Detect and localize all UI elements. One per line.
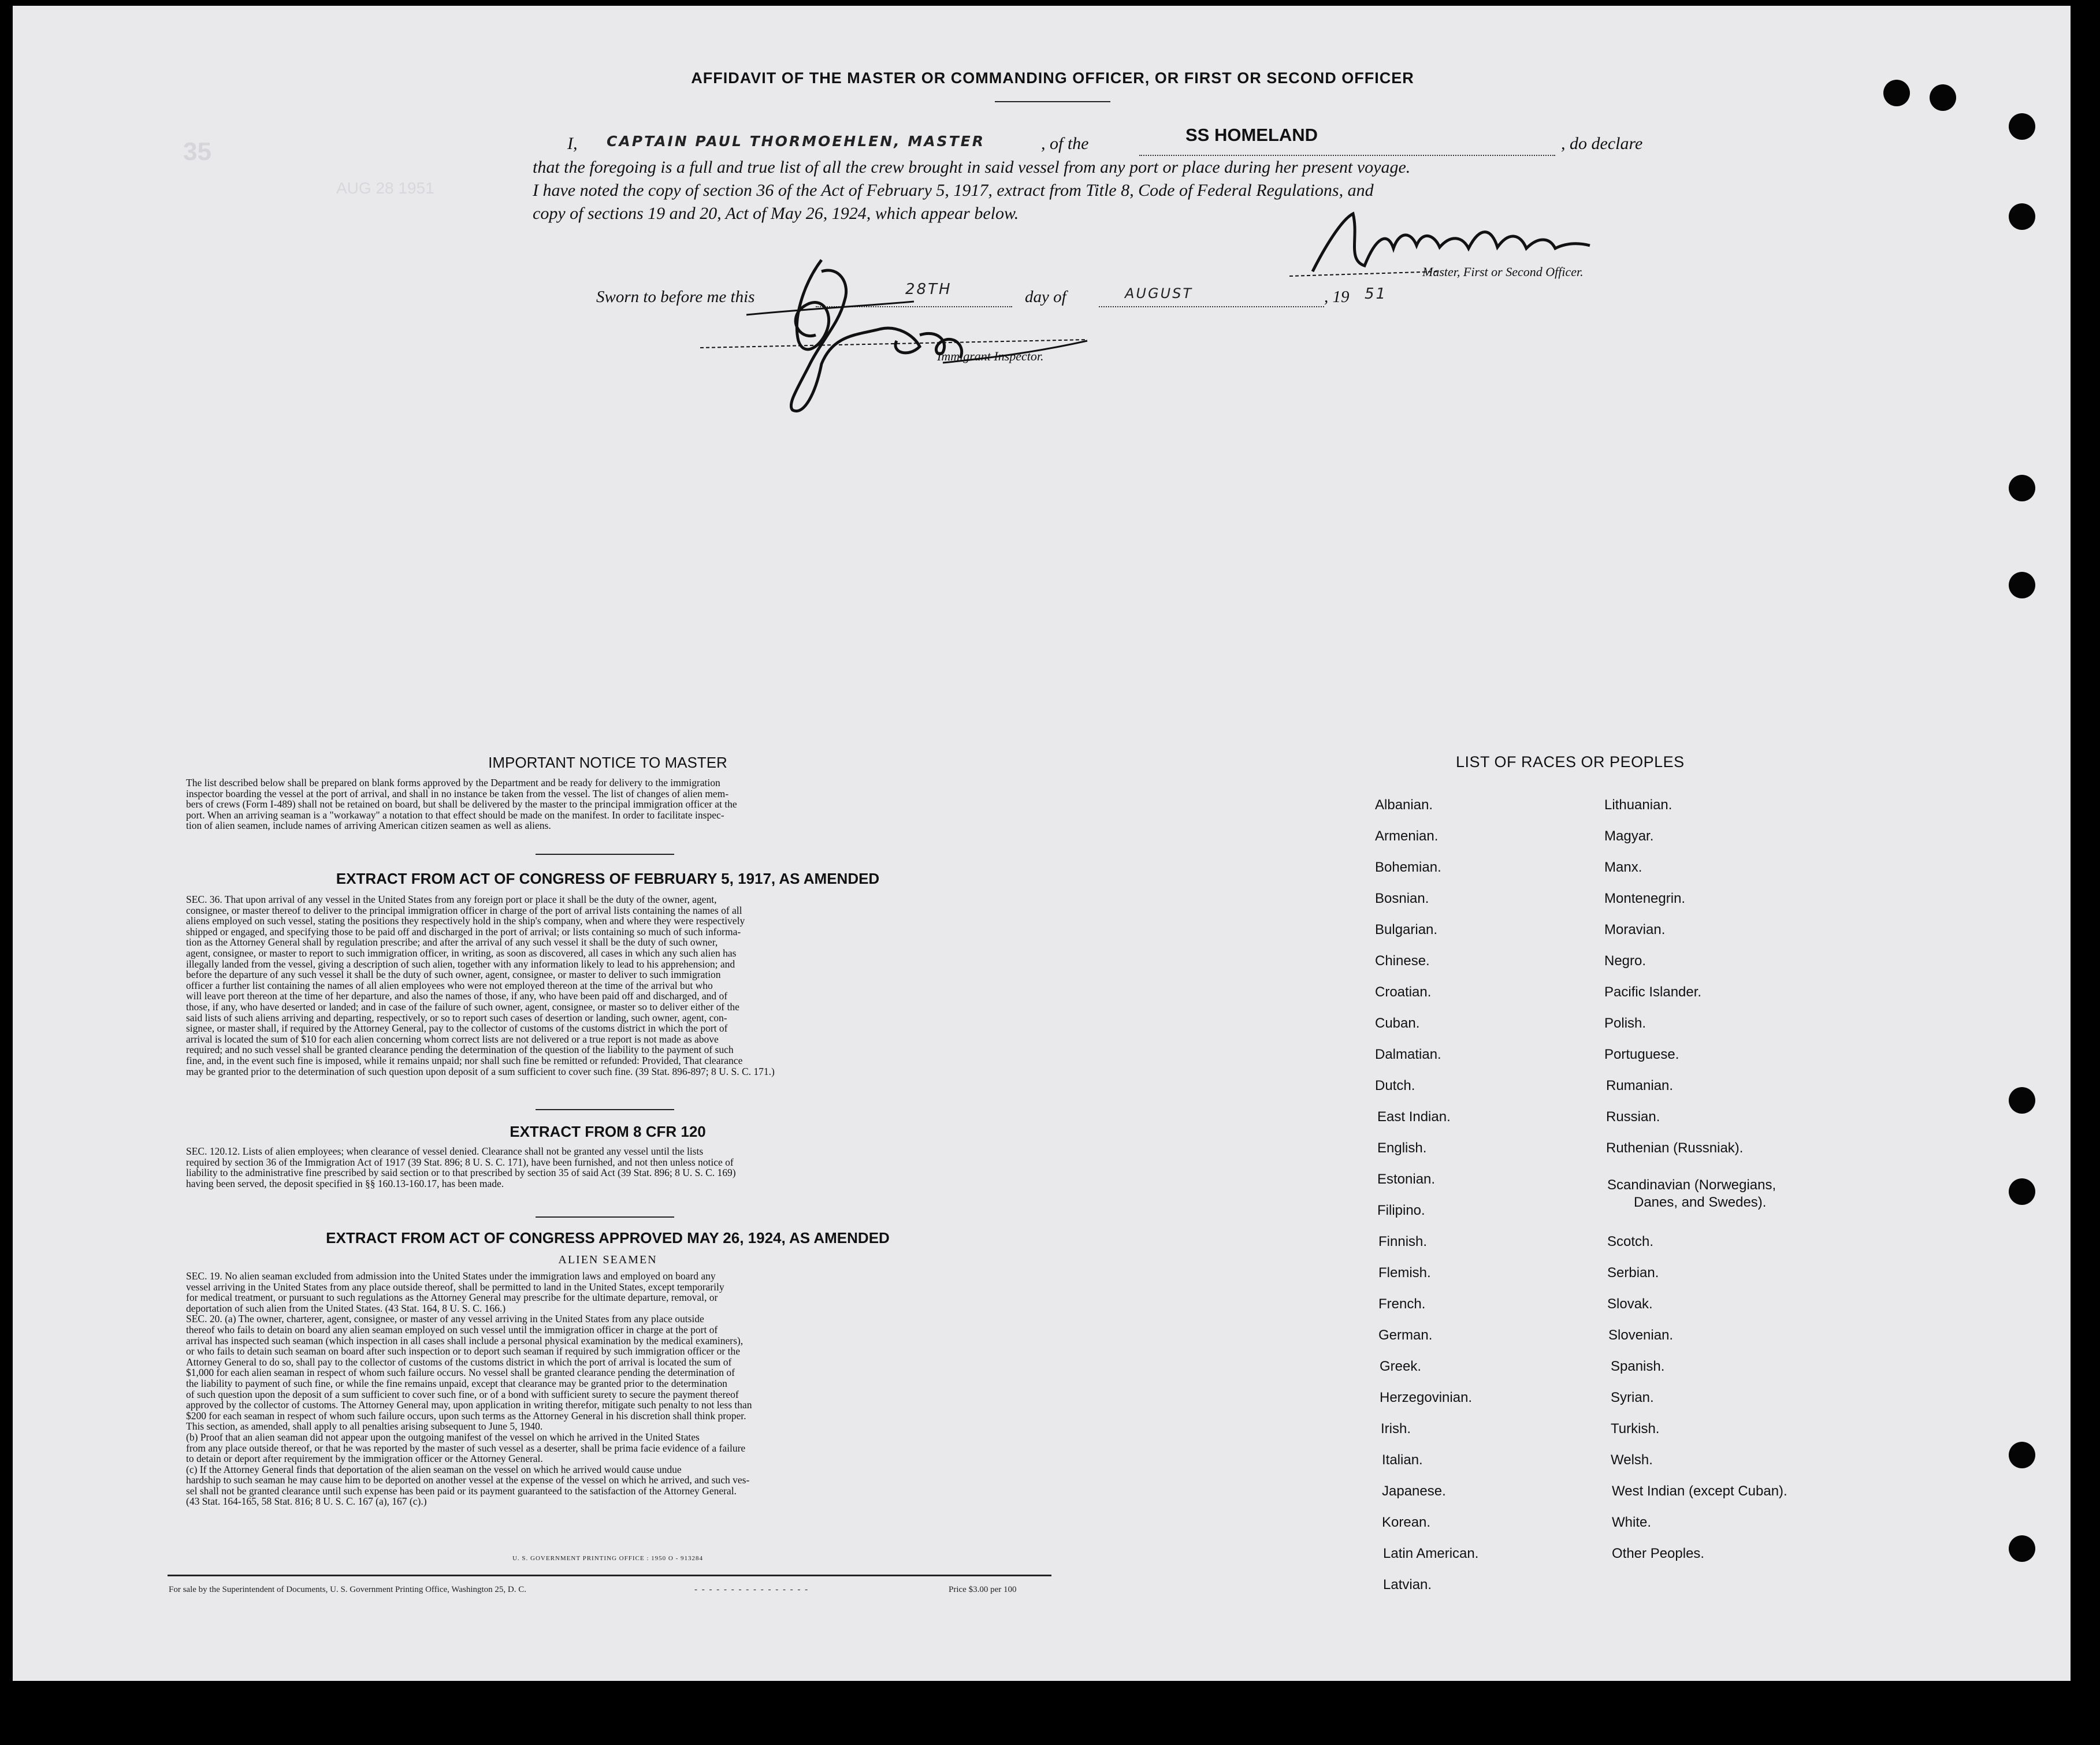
extract-cfr-body: [186, 1146, 1035, 1189]
extract-line: thereof who fails to detain on board any alien seaman employed on such vessel until the immigration officer in charge at the port of: [186, 1323, 718, 1335]
of-the-text: , of the: [1041, 134, 1089, 153]
vessel-name: SS HOMELAND: [1185, 125, 1318, 145]
extract-line: (43 Stat. 164-165, 58 Stat. 816; 8 U. S. C. 167 (a), 167 (c).): [186, 1495, 427, 1508]
race-item: Albanian.: [1375, 797, 1433, 813]
affidavit-line: I have noted the copy of section 36 of the Act of February 5, 1917, extract from Title 8, Code of Federal Regulations, and: [533, 181, 1374, 200]
extract-line: for medical treatment, or pursuant to such regulations as the Attorney General may prescribe for the ultimate departure, removal, or: [186, 1292, 718, 1304]
race-item: Estonian.: [1377, 1171, 1436, 1187]
inspector-title: Immigrant Inspector.: [937, 349, 1044, 363]
race-item: Syrian.: [1611, 1390, 1654, 1405]
extract-line: liability to the administrative fine prescribed by said section or to that prescribed by section 35 of said Act (39 Stat. 896; 8 U. S. C. 169): [186, 1167, 736, 1179]
signature-title: Master, First or Second Officer.: [1422, 265, 1584, 279]
document-page: [13, 6, 2071, 1681]
notice-line: tion of alien seamen, include names of arriving American citizen seamen as well as aliens.: [186, 820, 551, 832]
extract-line: may be granted prior to the determination of such question upon deposit of a sum sufficient to cover such fine. (39 Stat. 896-897; 8 U. S. C. 171.): [186, 1065, 775, 1077]
extract-line: signee, or master shall, if required by the Attorney General, pay to the collector of customs of the customs district in which the port of: [186, 1022, 728, 1035]
affidavit-prefix: I,: [567, 134, 578, 153]
punch-hole: [1930, 84, 1956, 111]
sworn-day: 28TH: [905, 281, 952, 298]
extract-line: SEC. 20. (a) The owner, charterer, agent, consignee, or master of any vessel arriving in the United States from any place outside: [186, 1313, 704, 1325]
race-item: Lithuanian.: [1604, 797, 1672, 813]
race-item: Manx.: [1604, 860, 1642, 875]
race-item: Scandinavian (Norwegians,: [1607, 1177, 1776, 1193]
races-heading: LIST OF RACES OR PEOPLES: [1456, 753, 1685, 771]
race-item: Dutch.: [1375, 1078, 1415, 1093]
race-item: West Indian (except Cuban).: [1612, 1483, 1787, 1499]
extract-line: before the departure of any such vessel it shall be the duty of such owner, agent, consignee, or master to deliver to such immigration: [186, 969, 721, 981]
extract-line: the liability to payment of such fine, or while the fine remains unpaid, except that clearance may be granted prior to the determination: [186, 1377, 727, 1389]
sworn-month: AUGUST: [1125, 285, 1194, 302]
extract-line: $200 for each seaman in respect of whom such failure occurs, upon such terms as the Attorney General in his discretion shall think proper.: [186, 1409, 746, 1422]
race-item: Cuban.: [1375, 1015, 1420, 1031]
race-item: Chinese.: [1375, 953, 1430, 969]
divider: [536, 854, 674, 855]
race-item: Korean.: [1382, 1515, 1431, 1530]
footer-leaders: - - - - - - - - - - - - - - - -: [694, 1585, 809, 1594]
affidavit-heading: AFFIDAVIT OF THE MASTER OR COMMANDING OFFICER, OR FIRST OR SECOND OFFICER: [691, 69, 1414, 87]
race-item: Latin American.: [1383, 1546, 1479, 1561]
sworn-year: 51: [1365, 285, 1388, 303]
race-item: Herzegovinian.: [1380, 1390, 1473, 1405]
declare-text: , do declare: [1561, 134, 1643, 153]
extract-line: officer a further list containing the names of all alien employees who were not employed thereon at the time of the arrival but who: [186, 979, 713, 991]
divider: [536, 1109, 674, 1110]
race-item: Other Peoples.: [1612, 1546, 1705, 1561]
notice-body: [186, 777, 1035, 831]
race-item: Italian.: [1382, 1452, 1423, 1468]
race-item: Serbian.: [1607, 1265, 1659, 1281]
punch-hole: [2009, 203, 2035, 230]
day-of-text: day of: [1025, 288, 1066, 306]
affidavit-line: that the foregoing is a full and true list of all the crew brought in said vessel from any port or place during her present voyage.: [533, 158, 1411, 177]
notice-line: port. When an arriving seaman is a "workaway" a notation to that effect should be made on the manifest. In order to facilitate inspec-: [186, 809, 724, 821]
race-item: Turkish.: [1611, 1421, 1660, 1437]
extract-line: illegally landed from the vessel, giving a description of such alien, together with any information likely to lead to his apprehension; and: [186, 958, 735, 970]
extract-line: SEC. 19. No alien seaman excluded from admission into the United States under the immigration laws and employed on board any: [186, 1270, 716, 1282]
punch-hole: [2009, 113, 2035, 140]
sale-note: For sale by the Superintendent of Documents, U. S. Government Printing Office, Washington 25, D. C.: [169, 1585, 526, 1594]
race-item: Magyar.: [1604, 828, 1654, 844]
race-item: Rumanian.: [1606, 1078, 1674, 1093]
extract-line: (b) Proof that an alien seaman did not appear upon the outgoing manifest of the vessel on which he arrived in the United States: [186, 1431, 700, 1443]
extract-line: shipped or engaged, and specifying those to be paid off and discharged in the port of arrival; or lists containing so much of such informa-: [186, 925, 741, 937]
extract-line: of such question upon the deposit of a sum sufficient to cover such fine, or of a bond with sufficient surety to secure the payment thereof: [186, 1388, 739, 1400]
race-item: Ruthenian (Russniak).: [1606, 1140, 1744, 1156]
extract-line: said lists of such aliens arriving and departing, respectively, or so to report such cases of desertion or landing, such owner, agent, con-: [186, 1011, 727, 1024]
extract-line: aliens employed on such vessel, stating the positions they respectively hold in the ship's company, when and where they were respectively: [186, 915, 745, 927]
extract-line: approved by the collector of customs. The Attorney General may, upon application in writing therefor, mitigate such penalty to not less than: [186, 1399, 752, 1411]
race-item: Greek.: [1380, 1359, 1422, 1374]
extract-1924-subheading: ALIEN SEAMEN: [558, 1253, 657, 1266]
race-item: Croatian.: [1375, 984, 1432, 1000]
race-item: East Indian.: [1377, 1109, 1451, 1125]
race-item: Moravian.: [1604, 922, 1666, 937]
race-item: Spanish.: [1611, 1359, 1665, 1374]
extract-line: to detain or deport after requirement by the immigration officer or the Attorney General.: [186, 1453, 543, 1465]
extract-line: deportation of such alien from the United States. (43 Stat. 164, 8 U. S. C. 166.): [186, 1302, 506, 1314]
extract-line: sel shall not be granted clearance until such expense has been paid or its payment guaranteed to the satisfaction of the Attorney General.: [186, 1484, 737, 1497]
race-item: Finnish.: [1378, 1234, 1428, 1249]
punch-hole: [2009, 1442, 2035, 1468]
punch-hole: [2009, 1535, 2035, 1562]
footer-rule: [168, 1575, 1051, 1576]
page-number: 35: [183, 137, 211, 166]
race-item: Pacific Islander.: [1604, 984, 1702, 1000]
notice-line: The list described below shall be prepared on blank forms approved by the Department and be ready for delivery to the immigration: [186, 777, 720, 788]
extract-cfr-heading: EXTRACT FROM 8 CFR 120: [510, 1123, 706, 1140]
inspector-signature: [689, 248, 1105, 422]
race-item: White.: [1612, 1515, 1652, 1530]
race-item: Negro.: [1604, 953, 1646, 969]
extract-line: from any place outside thereof, or that he was reported by the master of such vessel as a deserter, shall be prima facie evidence of a failure: [186, 1442, 746, 1454]
extract-line: This section, as amended, shall apply to all penalties arising subsequent to June 5, 1940.: [186, 1420, 543, 1433]
extract-line: agent, consignee, or master to report to such immigration officer, in writing, as soon as discovered, all cases in which any such alien has: [186, 947, 737, 959]
extract-line: having been served, the deposit specified in §§ 160.13-160.17, has been made.: [186, 1177, 504, 1189]
notice-line: bers of crews (Form I-489) shall not be retained on board, but shall be delivered by the master to the principal immigration officer at the: [186, 798, 737, 810]
affidavit-line: copy of sections 19 and 20, Act of May 26, 1924, which appear below.: [533, 204, 1019, 223]
race-item: German.: [1378, 1327, 1433, 1343]
race-item: Russian.: [1606, 1109, 1660, 1125]
race-item: Portuguese.: [1604, 1047, 1679, 1062]
extract-line: required by section 36 of the Immigration Act of 1917 (39 Stat. 896; 8 U. S. C. 171), have been furnished, and not then unless notice of: [186, 1156, 734, 1168]
extract-line: required; and no such vessel shall be granted clearance pending the determination of the question of the liability to the payment of such: [186, 1044, 734, 1056]
race-item: Polish.: [1604, 1015, 1646, 1031]
extract-line: tion as the Attorney General shall by regulation prescribe; and after the arrival of any such vessel it shall be the duty of such owner,: [186, 936, 718, 948]
race-item: Irish.: [1381, 1421, 1411, 1437]
divider: [995, 101, 1110, 102]
extract-line: $1,000 for each alien seaman in respect of whom such failure occurs. No vessel shall be granted clearance pending the determination of: [186, 1367, 735, 1379]
notice-heading: IMPORTANT NOTICE TO MASTER: [488, 754, 727, 771]
race-item: Japanese.: [1382, 1483, 1446, 1499]
extract-line: arrival has inspected such seaman (which inspection in all cases shall include a personal physical examination by the medical examiners),: [186, 1334, 744, 1346]
extract-line: or who fails to detain such seaman on board after such inspection or to deport such seaman if required by such immigration officer or the: [186, 1345, 740, 1357]
extract-line: vessel arriving in the United States from any place outside thereof, shall be permitted to land in the United States, except temporarily: [186, 1281, 724, 1293]
notice-line: inspector boarding the vessel at the port of arrival, and shall in no instance be taken from the vessel. The list of changes of alien mem-: [186, 787, 729, 799]
punch-hole: [2009, 1087, 2035, 1114]
master-name: CAPTAIN PAUL THORMOEHLEN, MASTER: [607, 133, 985, 150]
race-item: Slovenian.: [1608, 1327, 1674, 1343]
race-item: French.: [1378, 1296, 1426, 1312]
race-item: Bohemian.: [1375, 860, 1441, 875]
punch-hole: [2009, 475, 2035, 501]
race-item: Filipino.: [1377, 1203, 1425, 1218]
price-note: Price $3.00 per 100: [949, 1585, 1017, 1594]
extract-1924-body: [186, 1271, 1035, 1507]
race-item: Latvian.: [1383, 1577, 1432, 1593]
extract-line: those, if any, who have deserted or landed; and in case of the failure of such owner, agent, consignee, or master so to deliver either of the: [186, 1000, 739, 1013]
extract-line: fine, and, in the event such fine is imposed, while it remains unpaid; nor shall such fine be remitted or refunded: Provided, That clearance: [186, 1054, 743, 1066]
race-item: Scotch.: [1607, 1234, 1654, 1249]
extract-line: consignee, or master thereof to deliver to the principal immigration officer in charge of the port of arrival lists containing the names of all: [186, 904, 742, 916]
divider: [536, 1216, 674, 1218]
extract-line: SEC. 120.12. Lists of alien employees; when clearance of vessel denied. Clearance shall not be granted any vessel until the lists: [186, 1145, 704, 1157]
race-item: English.: [1377, 1140, 1427, 1156]
punch-hole: [1883, 80, 1910, 106]
race-item: Armenian.: [1375, 828, 1439, 844]
race-item: Welsh.: [1611, 1452, 1653, 1468]
race-item: Dalmatian.: [1375, 1047, 1441, 1062]
extract-1924-heading: EXTRACT FROM ACT OF CONGRESS APPROVED MAY 26, 1924, AS AMENDED: [326, 1229, 890, 1247]
punch-hole: [2009, 1178, 2035, 1205]
extract-1917-body: [186, 894, 1035, 1077]
punch-hole: [2009, 572, 2035, 598]
sworn-prefix: Sworn to before me this: [596, 288, 755, 306]
race-item: Bulgarian.: [1375, 922, 1438, 937]
extract-1917-heading: EXTRACT FROM ACT OF CONGRESS OF FEBRUARY 5, 1917, AS AMENDED: [336, 870, 880, 887]
race-item: Slovak.: [1607, 1296, 1653, 1312]
date-stamp: AUG 28 1951: [336, 179, 434, 197]
extract-line: hardship to such seaman he may cause him to be deported on another vessel at the expense of the vessel on which he arrived, and such ves-: [186, 1474, 750, 1486]
race-item: Bosnian.: [1375, 891, 1429, 906]
extract-line: will leave port thereon at the time of her departure, and also the names of those, if any, who have been paid off and discharged, and of: [186, 990, 728, 1002]
printing-office-note: U. S. GOVERNMENT PRINTING OFFICE : 1950 O - 913284: [512, 1555, 703, 1562]
race-item: Danes, and Swedes).: [1634, 1195, 1767, 1210]
extract-line: arrival is located the sum of $10 for each alien concerning whom correct lists are not delivered or a true report is not made as above: [186, 1033, 719, 1045]
extract-line: Attorney General to do so, shall pay to the collector of customs of the customs district in which the port of arrival is located the sum of: [186, 1356, 732, 1368]
year-prefix: , 19: [1324, 288, 1350, 306]
month-fill-line: [1099, 306, 1324, 307]
extract-line: (c) If the Attorney General finds that deportation of the alien seaman on the vessel on which he arrived would cause undue: [186, 1463, 682, 1475]
extract-line: SEC. 36. That upon arrival of any vessel in the United States from any foreign port or place it shall be the duty of the owner, agent,: [186, 894, 717, 905]
race-item: Montenegrin.: [1604, 891, 1686, 906]
race-item: Flemish.: [1378, 1265, 1431, 1281]
